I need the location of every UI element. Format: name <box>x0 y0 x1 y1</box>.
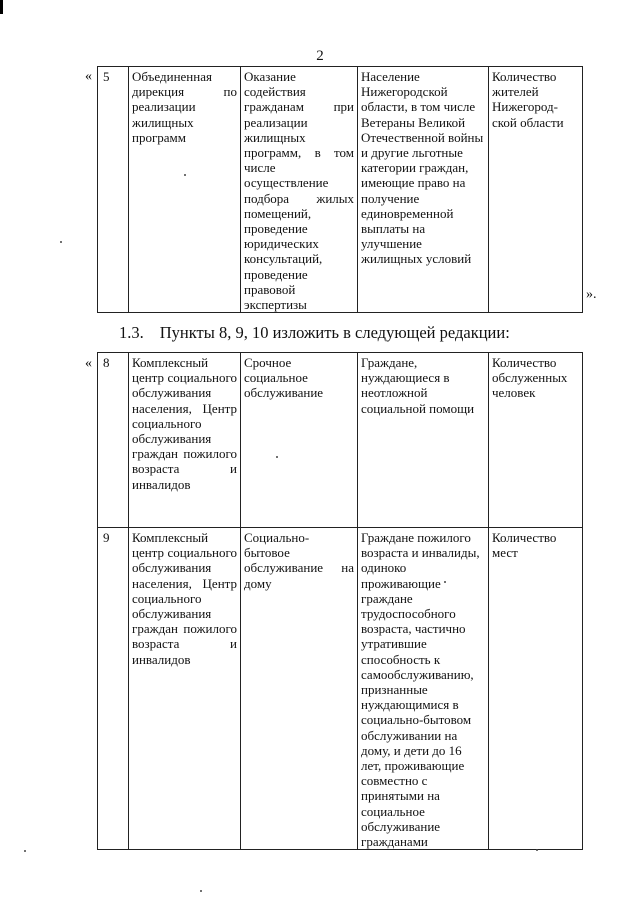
table-row <box>98 528 583 850</box>
service-cell: Оказание содействия гражданам при реализации жилищных программ, в том числе осуществление подбора жилых помещений, проведение юридических консультаций, проведение правовой экспертизы <box>241 67 358 313</box>
service-cell: Социально-бытовое обслуживание на дому <box>241 528 358 850</box>
scan-mark <box>0 0 3 14</box>
table-row <box>98 67 583 313</box>
scan-speck <box>200 890 202 892</box>
population-cell: Граждане, нуждающиеся в неотложной социальной помощи <box>358 353 489 528</box>
row-number: 8 <box>98 353 129 528</box>
opening-quote-2: « <box>85 356 92 371</box>
scan-speck <box>60 241 62 243</box>
indicator-cell: Количество жителей Нижегород-ской области <box>489 67 583 313</box>
row-number: 9 <box>98 528 129 850</box>
organization-cell: Объединенная дирекция по реализации жилищных программ <box>129 67 241 313</box>
indicator-cell: Количество мест <box>489 528 583 850</box>
opening-quote: « <box>85 69 92 84</box>
closing-quote: ». <box>586 287 597 302</box>
scan-speck <box>276 456 278 458</box>
organization-cell: Комплексный центр социального обслуживания населения, Центр социального обслуживания граждан пожилого возраста и инвалидов <box>129 528 241 850</box>
section-number: 1.3. <box>119 323 144 342</box>
scan-speck <box>24 850 26 852</box>
population-cell: Граждане пожилого возраста и инвалиды, одиноко проживающие граждане трудоспособного возраста, частично утратившие способность к самообслуживанию, признанные нуждающимися в социально-бытовом обслуживании на дому, и дети до 16 лет, проживающие совместно с принятыми на социальное обслуживание гражданами <box>358 528 489 850</box>
table-services-part2 <box>97 352 583 850</box>
indicator-cell: Количество обслуженных человек <box>489 353 583 528</box>
scan-speck <box>444 581 446 583</box>
table-row <box>98 353 583 528</box>
organization-cell: Комплексный центр социального обслуживания населения, Центр социального обслуживания граждан пожилого возраста и инвалидов <box>129 353 241 528</box>
page-number: 2 <box>316 48 324 64</box>
row-number: 5 <box>98 67 129 313</box>
section-text: Пункты 8, 9, 10 изложить в следующей редакции: <box>159 323 510 342</box>
service-cell: Срочное социальное обслуживание <box>241 353 358 528</box>
section-heading <box>119 323 510 343</box>
table-services-part1 <box>97 66 583 313</box>
scan-speck <box>184 174 186 176</box>
population-cell: Население Нижегородской области, в том числе Ветераны Великой Отечественной войны и другие льготные категории граждан, имеющие право на получение единовременной выплаты на улучшение жилищных условий <box>358 67 489 313</box>
scan-speck <box>536 849 538 851</box>
